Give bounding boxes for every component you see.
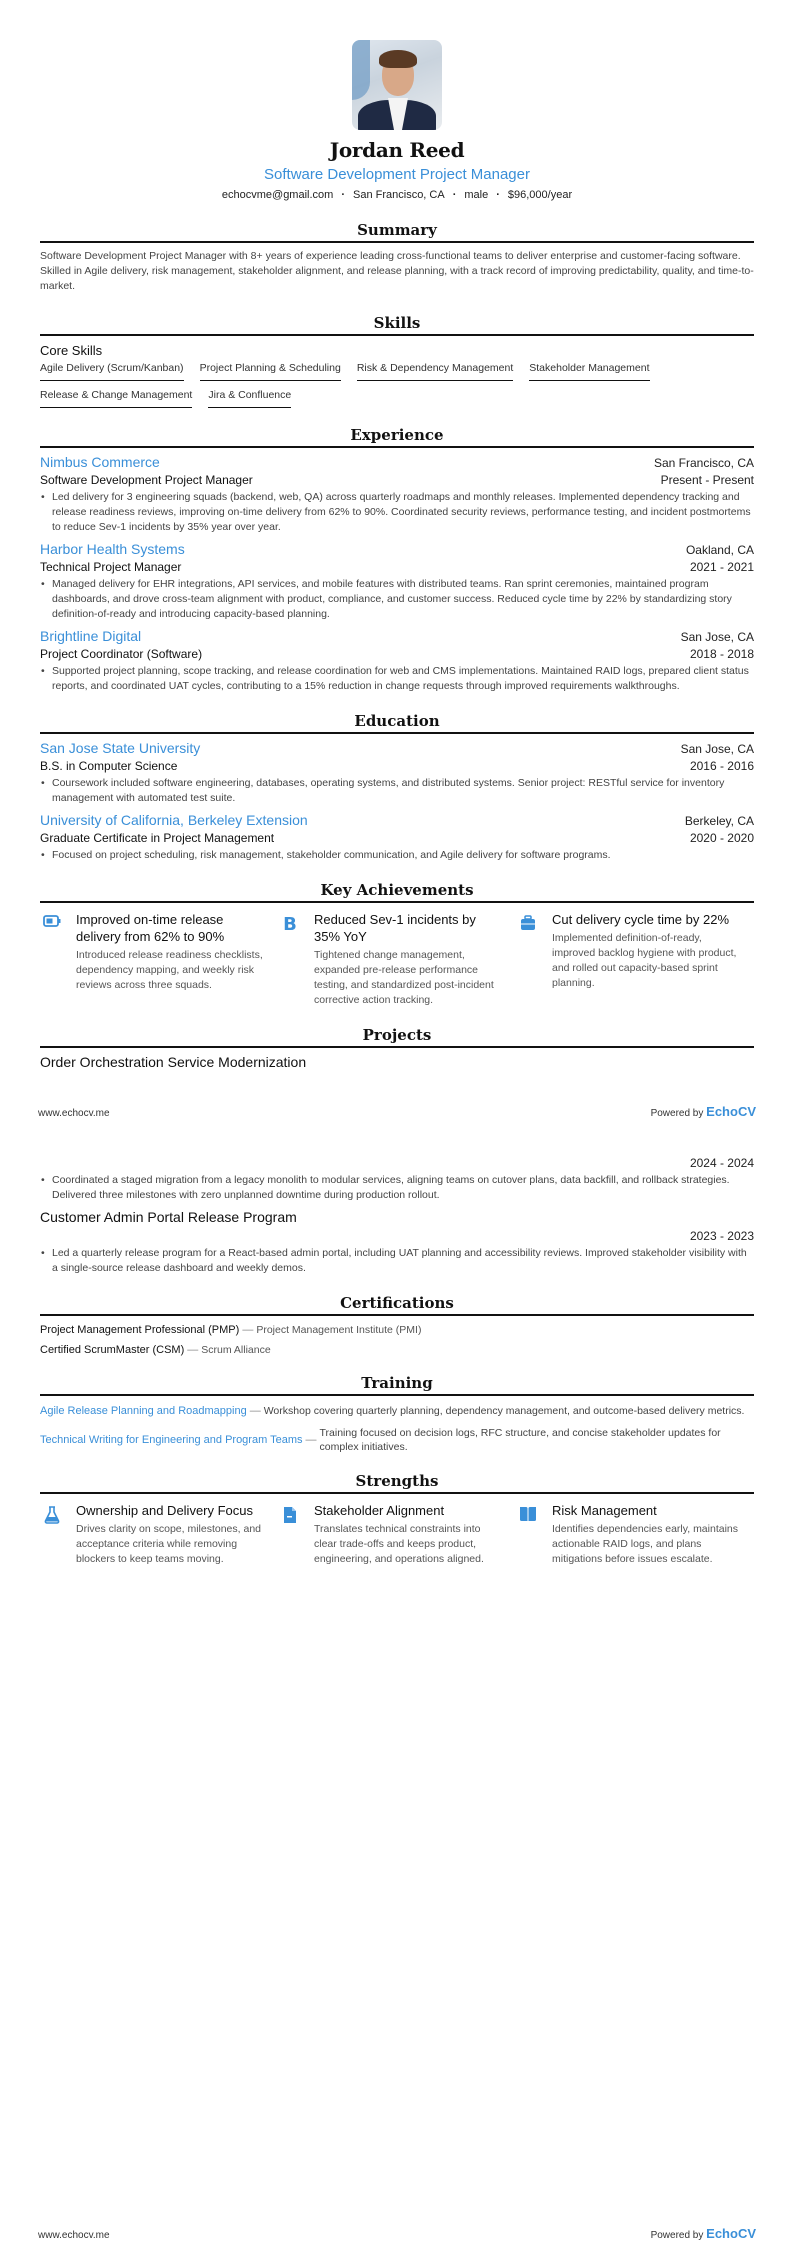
education-bullet: • Focused on project scheduling, risk management, stakeholder communication, and Agile delivery for software programs. [52, 848, 754, 863]
experience-entry [40, 454, 754, 535]
contact-salary: $96,000/year [507, 189, 573, 201]
job-dates: 2018 - 2018 [689, 647, 754, 661]
job-bullet: • Led delivery for 3 engineering squads (backend, web, QA) across quarterly roadmaps and monthly releases. Implemented dependency tracking and release readiness reviews, improving on-time delivery from 62% to 90%. Coordinated security reviews, performance testing, and incident postmortems to reduce Sev-1 incidents by 35% year over year. [52, 490, 754, 535]
certification-item: Project Management Professional (PMP) — Project Management Institute (PMI) [40, 1324, 422, 1336]
achievement-card [278, 911, 516, 1008]
separator-dot: · [496, 189, 500, 201]
certification-issuer: Project Management Institute (PMI) [256, 1324, 422, 1336]
certification-name: Project Management Professional (PMP) [40, 1324, 240, 1336]
job-role: Project Coordinator (Software) [40, 647, 203, 661]
school-location: San Jose, CA [680, 742, 754, 756]
project-title: Customer Admin Portal Release Program [40, 1209, 297, 1225]
section-title-skills: Skills [40, 314, 754, 336]
training-desc: Training focused on decision logs, RFC structure, and concise stakeholder updates for complex initiatives. [319, 1427, 721, 1453]
strengths-grid [40, 1502, 754, 1567]
contact-email[interactable]: echocvme@gmail.com [221, 189, 334, 201]
footer-url[interactable]: www.echocv.me [38, 1108, 110, 1119]
skills-group-label: Core Skills [40, 343, 103, 358]
book-icon [516, 1502, 540, 1567]
degree: Graduate Certificate in Project Management [40, 831, 275, 845]
strength-card [516, 1502, 754, 1567]
skill-tag: Risk & Dependency Management [357, 362, 513, 381]
skill-tag: Release & Change Management [40, 389, 192, 408]
skill-tag: Jira & Confluence [208, 389, 291, 408]
job-role: Technical Project Manager [40, 560, 182, 574]
page-footer [38, 2226, 756, 2241]
achievement-title: Cut delivery cycle time by 22% [552, 912, 730, 927]
job-location: San Jose, CA [680, 630, 754, 644]
training-item: Agile Release Planning and Roadmapping — Workshop covering quarterly planning, dependency management, and outcome-based delivery metrics. [40, 1405, 745, 1417]
summary-text: Software Development Project Manager with 8+ years of experience leading cross-functional teams to deliver enterprise and customer-facing software. Skilled in Agile delivery, risk management, stakeholder alignment, and release planning, with a track record of improving predictability, quality, and time-to-market. [40, 250, 754, 292]
project-bullet: • Led a quarterly release program for a React-based admin portal, including UAT planning and accessibility reviews. Improved stakeholder visibility with a single-source release dashboard and weekly demos. [52, 1246, 754, 1276]
footer-powered-by: Powered by [650, 2230, 704, 2241]
strength-desc: Identifies dependencies early, maintains actionable RAID logs, and plans mitigations before issues escalate. [552, 1523, 739, 1565]
certification-name: Certified ScrumMaster (CSM) [40, 1344, 185, 1356]
achievement-desc: Introduced release readiness checklists, dependency mapping, and weekly risk reviews across three squads. [76, 949, 263, 991]
achievement-card [40, 911, 278, 1008]
skill-tags [40, 362, 754, 416]
job-location: San Francisco, CA [653, 456, 754, 470]
training-desc: Workshop covering quarterly planning, dependency management, and outcome-based delivery metrics. [263, 1405, 745, 1417]
experience-entry [40, 541, 754, 622]
strength-card [278, 1502, 516, 1567]
contact-line [40, 189, 754, 201]
separator-dot: · [452, 189, 457, 201]
job-location: Oakland, CA [685, 543, 754, 557]
footer-brand[interactable]: EchoCV [706, 1104, 756, 1119]
job-bullet: • Supported project planning, scope tracking, and release coordination for web and CMS implementations. Maintained RAID logs, prepared client status reports, and coordinated UAT cycles, contributing to a 15% reduction in change requests through improved requirements walkthroughs. [52, 664, 754, 694]
footer-powered-by: Powered by [650, 1108, 704, 1119]
job-dates: 2021 - 2021 [689, 560, 754, 574]
education-dates: 2016 - 2016 [689, 759, 754, 773]
education-bullet: • Coursework included software engineering, databases, operating systems, and distributed systems. Senior project: RESTful service for inventory management with automated test suite. [52, 776, 754, 806]
company-name: Nimbus Commerce [40, 454, 160, 470]
school-name: University of California, Berkeley Extension [40, 812, 308, 828]
skill-tag: Project Planning & Scheduling [200, 362, 341, 381]
strength-desc: Translates technical constraints into clear trade-offs and keeps product, engineering, and operations aligned. [314, 1523, 484, 1565]
certification-item: Certified ScrumMaster (CSM) — Scrum Alliance [40, 1344, 271, 1356]
certification-issuer: Scrum Alliance [201, 1344, 271, 1356]
skill-tag: Agile Delivery (Scrum/Kanban) [40, 362, 184, 381]
section-title-achievements: Key Achievements [40, 881, 754, 903]
flask-icon [40, 1502, 64, 1567]
project-dates: 2024 - 2024 [689, 1156, 754, 1170]
project-bullet: • Coordinated a staged migration from a legacy monolith to modular services, aligning teams on cutover plans, data backfill, and rollback strategies. Delivered three milestones with zero unplanned downtime during production rollout. [52, 1173, 754, 1203]
achievement-desc: Implemented definition-of-ready, improved backlog hygiene with product, and rolled out capacity-based sprint planning. [552, 932, 737, 989]
strength-title: Stakeholder Alignment [314, 1503, 445, 1518]
separator-dot: · [341, 189, 345, 201]
strength-card [40, 1502, 278, 1567]
footer-url[interactable]: www.echocv.me [38, 2230, 110, 2241]
project-title: Order Orchestration Service Modernization [40, 1054, 307, 1070]
education-entry [40, 812, 754, 863]
strength-title: Risk Management [552, 1503, 657, 1518]
training-name: Agile Release Planning and Roadmapping [40, 1405, 247, 1417]
job-role: Software Development Project Manager [40, 473, 253, 487]
achievement-title: Reduced Sev-1 incidents by 35% YoY [314, 912, 476, 944]
profile-photo [352, 40, 442, 130]
skill-tag: Stakeholder Management [529, 362, 649, 381]
job-dates: Present - Present [660, 473, 754, 487]
candidate-title: Software Development Project Manager [264, 166, 530, 183]
achievement-card [516, 911, 754, 1008]
education-dates: 2020 - 2020 [689, 831, 754, 845]
page-footer [38, 1104, 756, 1119]
achievement-desc: Tightened change management, expanded pre-release performance testing, and standardized post-incident corrective action tracking. [314, 949, 494, 1006]
candidate-name: Jordan Reed [329, 138, 465, 162]
section-title-summary: Summary [40, 221, 754, 243]
section-title-education: Education [40, 712, 754, 734]
section-title-training: Training [40, 1374, 754, 1396]
section-title-certifications: Certifications [40, 1294, 754, 1316]
job-bullet: • Managed delivery for EHR integrations, API services, and mobile features with distributed teams. Ran sprint ceremonies, maintained program dashboards, and drove cross-team alignment with product, compliance, and customer success. Reduced cycle time by 22% by standardizing story definition-of-ready and introducing capacity-based planning. [52, 577, 754, 622]
training-item: Technical Writing for Engineering and Program Teams — Training focused on decision logs, RFC structure, and concise stakeholder updates for complex initiatives. [40, 1426, 754, 1454]
project-dates: 2023 - 2023 [689, 1229, 754, 1243]
degree: B.S. in Computer Science [40, 759, 178, 773]
company-name: Brightline Digital [40, 628, 142, 644]
school-location: Berkeley, CA [684, 814, 754, 828]
contact-gender: male [464, 189, 489, 201]
contact-location: San Francisco, CA [353, 189, 445, 201]
company-name: Harbor Health Systems [40, 541, 185, 557]
school-name: San Jose State University [40, 740, 201, 756]
education-entry [40, 740, 754, 806]
experience-entry [40, 628, 754, 694]
section-title-projects: Projects [40, 1026, 754, 1048]
strength-title: Ownership and Delivery Focus [76, 1503, 254, 1518]
training-name: Technical Writing for Engineering and Program Teams [40, 1434, 303, 1446]
achievements-grid [40, 911, 754, 1008]
bold-b-icon: B [283, 914, 297, 935]
resume-header [40, 0, 754, 201]
battery-icon [40, 911, 64, 1008]
briefcase-icon [516, 911, 540, 1008]
section-title-strengths: Strengths [40, 1472, 754, 1494]
achievement-title: Improved on-time release delivery from 62% to 90% [76, 912, 225, 944]
document-icon [278, 1502, 302, 1567]
section-title-experience: Experience [40, 426, 754, 448]
strength-desc: Drives clarity on scope, milestones, and acceptance criteria while removing blockers to keep teams moving. [76, 1523, 261, 1565]
footer-brand[interactable]: EchoCV [706, 2226, 756, 2241]
